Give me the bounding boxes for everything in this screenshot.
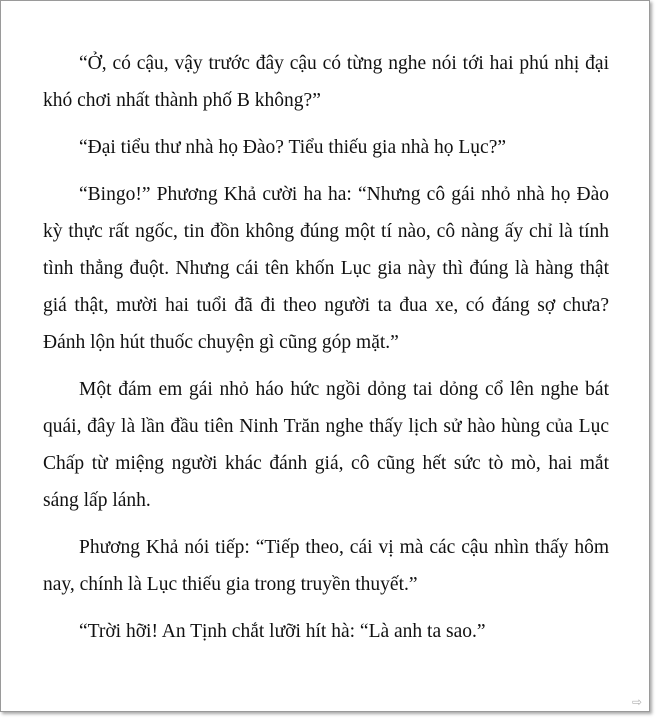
document-body: [43, 45, 609, 660]
paragraph-6: “Trời hỡi! An Tịnh chắt lưỡi hít hà: “Là anh ta sao.”: [79, 621, 486, 642]
paragraph-3: “Bingo!” Phương Khả cười ha ha: “Nhưng cô gái nhỏ nhà họ Đào kỳ thực rất ngốc, tin đồn không đúng một tí nào, cô nàng ấy chỉ là tính tình thẳng đuột. Nhưng cái tên khốn Lục gia này thì đúng là hàng thật giá thật, mười hai tuổi đã đi theo người ta đua xe, có đáng sợ chưa? Đánh lộn hút thuốc chuyện gì cũng góp mặt.”: [43, 184, 609, 353]
arrow-right-icon: ⇨: [631, 695, 642, 709]
paragraph-1: “Ở, có cậu, vậy trước đây cậu có từng nghe nói tới hai phú nhị đại khó chơi nhất thành phố B không?”: [43, 53, 609, 111]
paragraph-4: Một đám em gái nhỏ háo hức ngồi dỏng tai dỏng cổ lên nghe bát quái, đây là lần đầu tiên Ninh Trăn nghe thấy lịch sử hào hùng của Lục Chấp từ miệng người khác đánh giá, cô cũng hết sức tò mò, hai mắt sáng lấp lánh.: [43, 379, 609, 511]
paragraph-5: Phương Khả nói tiếp: “Tiếp theo, cái vị mà các cậu nhìn thấy hôm nay, chính là Lục thiếu gia trong truyền thuyết.”: [43, 537, 609, 595]
paragraph-2: “Đại tiểu thư nhà họ Đào? Tiểu thiếu gia nhà họ Lục?”: [79, 137, 507, 158]
